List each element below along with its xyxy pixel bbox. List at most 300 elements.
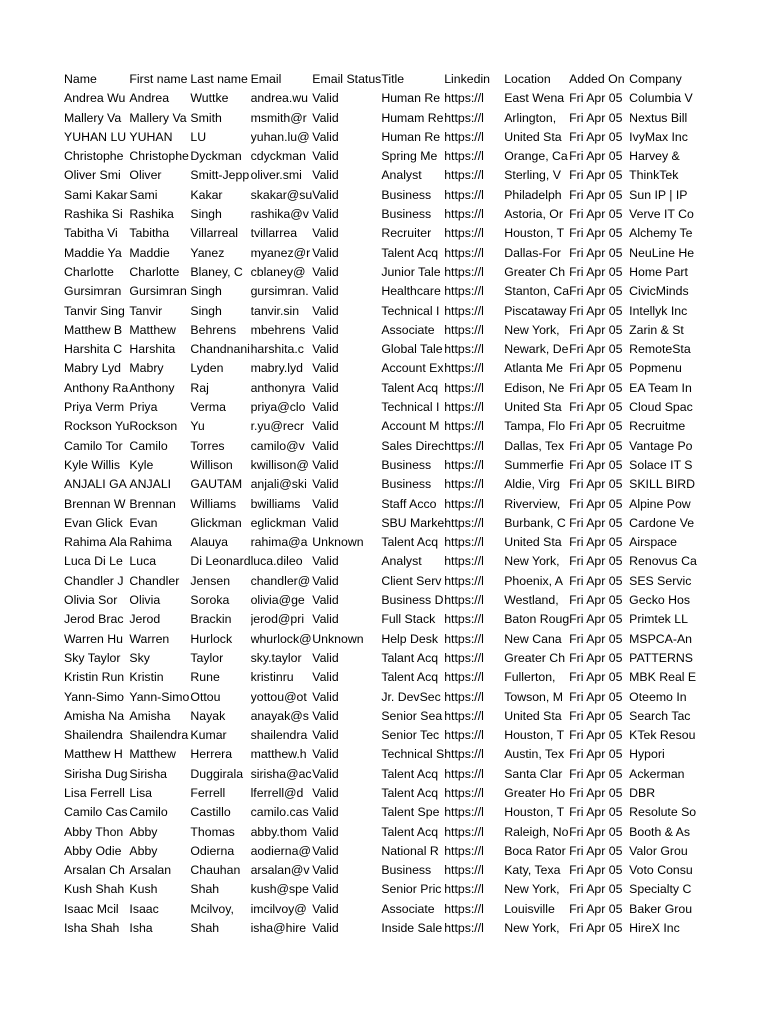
cell-last-name: Kumar [190,728,227,743]
cell-email-status: Valid [312,149,339,164]
cell-title: Talent Acq [381,785,439,800]
cell-title: Analyst [381,168,422,183]
cell-first-name: Camilo [129,438,168,453]
cell-location: New York, [504,554,560,569]
table-row [64,398,697,417]
cell-added-on: Fri Apr 05 [569,921,623,936]
cell-location: New Cana [504,631,562,646]
cell-name: Sami Kakar [64,187,128,202]
cell-email: gursimran. [250,284,309,299]
header-email-status: Email Status [312,72,382,86]
cell-title: Senior Tec [381,728,440,743]
cell-linkedin: https://l [444,207,484,222]
table-row [64,263,697,282]
cell-location: New York, [504,322,560,337]
cell-email: anayak@s [250,708,309,723]
contacts-table [64,70,697,938]
cell-name: Harshita C [64,342,123,357]
cell-title: Spring Me [381,149,438,164]
header-row [64,70,697,89]
cell-first-name: Rahima [129,535,172,550]
cell-email-status: Valid [312,457,339,472]
cell-name: Evan Glick [64,515,123,530]
cell-email-status: Valid [312,129,339,144]
cell-added-on: Fri Apr 05 [569,419,623,434]
cell-last-name: Soroka [190,593,230,608]
cell-first-name: Kristin [129,670,164,685]
cell-added-on: Fri Apr 05 [569,380,623,395]
cell-linkedin: https://l [444,785,484,800]
cell-last-name: Dyckman [190,149,242,164]
cell-name: Yann-Simo [64,689,124,704]
cell-added-on: Fri Apr 05 [569,284,623,299]
cell-company: IvyMax Inc [629,129,688,144]
cell-location: Arlington, [504,110,557,125]
cell-email-status: Valid [312,207,339,222]
cell-location: Dallas, Tex [504,438,565,453]
table-row [64,533,697,552]
cell-linkedin: https://l [444,573,484,588]
cell-added-on: Fri Apr 05 [569,670,623,685]
cell-title: Senior Sea [381,708,443,723]
cell-added-on: Fri Apr 05 [569,457,623,472]
cell-first-name: Kyle [129,457,154,472]
cell-first-name: Christophe [129,149,189,164]
cell-linkedin: https://l [444,863,484,878]
cell-linkedin: https://l [444,400,484,415]
cell-title: Senior Pric [381,882,442,897]
header-title: Title [381,72,405,86]
cell-email-status: Valid [312,168,339,183]
cell-first-name: Camilo [129,805,168,820]
cell-location: Greater Ch [504,650,566,665]
cell-last-name: Raj [190,380,209,395]
cell-company: SES Servic [629,573,692,588]
cell-company: Sun IP | IP [629,187,688,202]
cell-location: Newark, De [504,342,569,357]
cell-added-on: Fri Apr 05 [569,149,623,164]
cell-first-name: Chandler [129,573,180,588]
cell-first-name: Abby [129,824,158,839]
cell-first-name: Priya [129,400,158,415]
table-row [64,668,697,687]
cell-linkedin: https://l [444,535,484,550]
cell-email-status: Unknown [312,631,364,646]
cell-location: Aldie, Virg [504,477,561,492]
cell-first-name: Mabry [129,361,164,376]
table-row [64,147,697,166]
cell-email: arsalan@v [250,863,310,878]
cell-linkedin: https://l [444,361,484,376]
cell-linkedin: https://l [444,168,484,183]
cell-linkedin: https://l [444,708,484,723]
cell-name: Maddie Ya [64,245,122,260]
cell-title: Business D [381,593,444,608]
cell-email-status: Valid [312,515,339,530]
table-row [64,89,697,108]
cell-first-name: ANJALI [129,477,172,492]
cell-first-name: Andrea [129,91,170,106]
cell-email: tanvir.sin [250,303,300,318]
cell-name: Warren Hu [64,631,123,646]
cell-email: luca.dileo [250,554,303,569]
cell-linkedin: https://l [444,187,484,202]
table-row [64,475,697,494]
cell-email: imcilvoy@ [250,901,307,916]
table-row [64,340,697,359]
cell-added-on: Fri Apr 05 [569,554,623,569]
cell-email: lferrell@d [250,785,304,800]
cell-linkedin: https://l [444,882,484,897]
cell-last-name: Nayak [190,708,226,723]
cell-email: sky.taylor [250,650,302,665]
cell-title: Talent Spe [381,805,440,820]
table-row [64,765,697,784]
cell-email: myanez@r [250,245,311,260]
cell-last-name: Shah [190,882,220,897]
cell-company: KTek Resou [629,728,696,743]
cell-location: Orange, Ca [504,149,568,164]
cell-last-name: Singh [190,207,222,222]
cell-name: Priya Verm [64,400,125,415]
cell-email-status: Valid [312,650,339,665]
cell-location: Houston, T [504,226,565,241]
cell-email-status: Valid [312,110,339,125]
cell-email-status: Valid [312,747,339,762]
cell-last-name: Odierna [190,843,235,858]
cell-title: Business [381,187,432,202]
cell-email: mbehrens [250,322,306,337]
cell-title: SBU Marke [381,515,445,530]
cell-location: Boca Rator [504,843,566,858]
cell-title: Business [381,477,432,492]
table-row [64,610,697,629]
cell-email-status: Valid [312,400,339,415]
table-row [64,166,697,185]
cell-added-on: Fri Apr 05 [569,438,623,453]
cell-email-status: Valid [312,380,339,395]
cell-email: andrea.wu [250,91,309,106]
cell-last-name: Yu [190,419,205,434]
cell-location: Louisville [504,901,555,916]
cell-name: Kristin Run [64,670,125,685]
cell-email-status: Valid [312,843,339,858]
cell-last-name: Singh [190,284,222,299]
cell-last-name: Verma [190,400,226,415]
cell-name: Tabitha Vi [64,226,118,241]
cell-company: Voto Consu [629,863,693,878]
cell-title: Help Desk [381,631,439,646]
header-name: Name [64,72,97,86]
cell-title: Talent Acq [381,824,439,839]
cell-email-status: Valid [312,187,339,202]
cell-location: Fullerton, [504,670,556,685]
cell-company: Specialty C [629,882,692,897]
cell-title: Client Serv [381,573,442,588]
table-row [64,379,697,398]
cell-added-on: Fri Apr 05 [569,882,623,897]
cell-title: Junior Tale [381,264,441,279]
cell-location: Katy, Texa [504,863,561,878]
table-row [64,745,697,764]
cell-title: Technical I [381,303,440,318]
cell-email: aodierna@ [250,843,311,858]
cell-name: Tanvir Sing [64,303,125,318]
cell-location: United Sta [504,400,562,415]
cell-linkedin: https://l [444,650,484,665]
cell-name: ANJALI GA [64,477,127,492]
cell-linkedin: https://l [444,91,484,106]
cell-linkedin: https://l [444,805,484,820]
cell-location: Edison, Ne [504,380,565,395]
cell-title: Account Ex [381,361,444,376]
cell-email-status: Valid [312,766,339,781]
cell-last-name: GAUTAM [190,477,243,492]
cell-email-status: Valid [312,91,339,106]
cell-company: DBR [629,785,656,800]
cell-title: Business [381,457,432,472]
cell-location: Houston, T [504,728,565,743]
cell-title: Account M [381,419,440,434]
cell-company: HireX Inc [629,921,680,936]
cell-email-status: Valid [312,284,339,299]
cell-email: jerod@pri [250,612,305,627]
table-row [64,321,697,340]
cell-email-status: Valid [312,477,339,492]
cell-email-status: Valid [312,226,339,241]
cell-email-status: Valid [312,863,339,878]
cell-last-name: Alauya [190,535,229,550]
cell-title: Technical I [381,400,440,415]
cell-added-on: Fri Apr 05 [569,766,623,781]
cell-location: Atlanta Me [504,361,563,376]
cell-name: Rockson Yu [64,419,130,434]
cell-last-name: Thomas [190,824,235,839]
cell-last-name: Torres [190,438,225,453]
cell-first-name: Matthew [129,322,176,337]
cell-email-status: Valid [312,785,339,800]
cell-location: Dallas-For [504,245,561,260]
cell-title: Business [381,863,432,878]
cell-email-status: Valid [312,264,339,279]
cell-title: Human Re [381,129,441,144]
cell-linkedin: https://l [444,419,484,434]
cell-title: Healthcare [381,284,441,299]
cell-first-name: Warren [129,631,170,646]
header-email: Email [250,72,282,86]
cell-location: New York, [504,882,560,897]
cell-linkedin: https://l [444,843,484,858]
cell-added-on: Fri Apr 05 [569,129,623,144]
cell-title: Business [381,207,432,222]
cell-added-on: Fri Apr 05 [569,805,623,820]
cell-first-name: Yann-Simo [129,689,190,704]
cell-title: Talent Acq [381,535,439,550]
cell-location: Baton Roug [504,612,570,627]
cell-company: SKILL BIRD [629,477,695,492]
header-first-name: First name [129,72,188,86]
table-row [64,186,697,205]
cell-email-status: Valid [312,245,339,260]
table-row [64,688,697,707]
cell-last-name: Brackin [190,612,232,627]
cell-name: Mabry Lyd [64,361,121,376]
cell-linkedin: https://l [444,631,484,646]
cell-location: Greater Ch [504,264,566,279]
cell-company: Primtek LL [629,612,688,627]
cell-location: New York, [504,921,560,936]
cell-last-name: Ottou [190,689,221,704]
table-row [64,784,697,803]
cell-name: Brennan W [64,496,126,511]
cell-first-name: Sirisha [129,766,167,781]
cell-added-on: Fri Apr 05 [569,535,623,550]
cell-email: tvillarrea [250,226,298,241]
cell-email-status: Unknown [312,535,364,550]
cell-added-on: Fri Apr 05 [569,515,623,530]
cell-first-name: Shailendra [129,728,189,743]
cell-name: Gursimran [64,284,122,299]
cell-first-name: Anthony [129,380,175,395]
cell-email-status: Valid [312,921,339,936]
cell-company: CivicMinds [629,284,689,299]
cell-first-name: Arsalan [129,863,172,878]
cell-name: Isaac Mcil [64,901,119,916]
cell-company: Home Part [629,264,688,279]
cell-email-status: Valid [312,419,339,434]
table-row [64,649,697,668]
cell-added-on: Fri Apr 05 [569,361,623,376]
cell-email: kush@spe [250,882,309,897]
cell-location: Greater Ho [504,785,566,800]
cell-email: chandler@ [250,573,311,588]
cell-last-name: Duggirala [190,766,244,781]
cell-linkedin: https://l [444,110,484,125]
cell-email: rashika@v [250,207,309,222]
cell-last-name: Hurlock [190,631,233,646]
cell-email-status: Valid [312,496,339,511]
cell-location: Houston, T [504,805,565,820]
cell-name: Rahima Ala [64,535,127,550]
cell-email: skakar@su [250,187,313,202]
cell-first-name: Tanvir [129,303,163,318]
cell-company: Columbia V [629,91,693,106]
cell-last-name: Villarreal [190,226,239,241]
cell-last-name: Smith [190,110,222,125]
cell-added-on: Fri Apr 05 [569,650,623,665]
cell-email: anthonyra [250,380,306,395]
cell-company: Verve IT Co [629,207,694,222]
cell-first-name: Amisha [129,708,171,723]
cell-company: Zarin & St [629,322,684,337]
cell-title: Recruiter [381,226,432,241]
cell-linkedin: https://l [444,245,484,260]
cell-linkedin: https://l [444,747,484,762]
cell-linkedin: https://l [444,593,484,608]
cell-added-on: Fri Apr 05 [569,264,623,279]
cell-email: bwilliams [250,496,301,511]
cell-name: Olivia Sor [64,593,118,608]
cell-email: matthew.h [250,747,307,762]
cell-email-status: Valid [312,689,339,704]
cell-title: Talent Acq [381,380,439,395]
cell-first-name: Isha [129,921,153,936]
cell-linkedin: https://l [444,477,484,492]
cell-added-on: Fri Apr 05 [569,342,623,357]
cell-name: Kyle Willis [64,457,121,472]
table-row [64,417,697,436]
cell-company: Harvey & [629,149,680,164]
cell-name: Jerod Brac [64,612,124,627]
cell-email-status: Valid [312,554,339,569]
cell-location: United Sta [504,129,562,144]
cell-first-name: Maddie [129,245,170,260]
cell-email: kwillison@ [250,457,309,472]
cell-title: Associate [381,322,435,337]
table-row [64,495,697,514]
cell-company: Alpine Pow [629,496,691,511]
cell-email: abby.thom [250,824,308,839]
cell-last-name: Chandnani [190,342,250,357]
cell-first-name: Lisa [129,785,152,800]
table-row [64,707,697,726]
table-row [64,552,697,571]
cell-email: whurlock@ [250,631,312,646]
header-last-name: Last name [190,72,248,86]
cell-company: Valor Grou [629,843,688,858]
cell-linkedin: https://l [444,824,484,839]
cell-email-status: Valid [312,882,339,897]
cell-name: Camilo Cas [64,805,128,820]
cell-linkedin: https://l [444,496,484,511]
cell-last-name: Singh [190,303,222,318]
cell-linkedin: https://l [444,921,484,936]
cell-first-name: Evan [129,515,158,530]
cell-email-status: Valid [312,708,339,723]
cell-linkedin: https://l [444,342,484,357]
cell-last-name: Wuttke [190,91,229,106]
cell-first-name: Abby [129,843,158,858]
cell-email: isha@hire [250,921,307,936]
cell-company: Alchemy Te [629,226,693,241]
cell-email-status: Valid [312,901,339,916]
cell-added-on: Fri Apr 05 [569,168,623,183]
table-row [64,359,697,378]
cell-name: Charlotte [64,264,114,279]
cell-company: Gecko Hos [629,593,690,608]
cell-location: Austin, Tex [504,747,565,762]
cell-email: shailendra [250,728,308,743]
cell-email: olivia@ge [250,593,305,608]
cell-email: cdyckman [250,149,306,164]
cell-name: Abby Odie [64,843,122,858]
cell-first-name: Matthew [129,747,176,762]
cell-last-name: Williams [190,496,237,511]
cell-title: Staff Acco [381,496,437,511]
table-row [64,282,697,301]
cell-added-on: Fri Apr 05 [569,631,623,646]
cell-email-status: Valid [312,342,339,357]
cell-title: Full Stack [381,612,436,627]
table-row [64,803,697,822]
cell-company: Recruitme [629,419,686,434]
cell-company: Baker Grou [629,901,693,916]
cell-company: Hypori [629,747,665,762]
cell-email: eglickman [250,515,306,530]
cell-title: Talent Acq [381,766,439,781]
cell-name: Lisa Ferrell [64,785,125,800]
header-location: Location [504,72,551,86]
